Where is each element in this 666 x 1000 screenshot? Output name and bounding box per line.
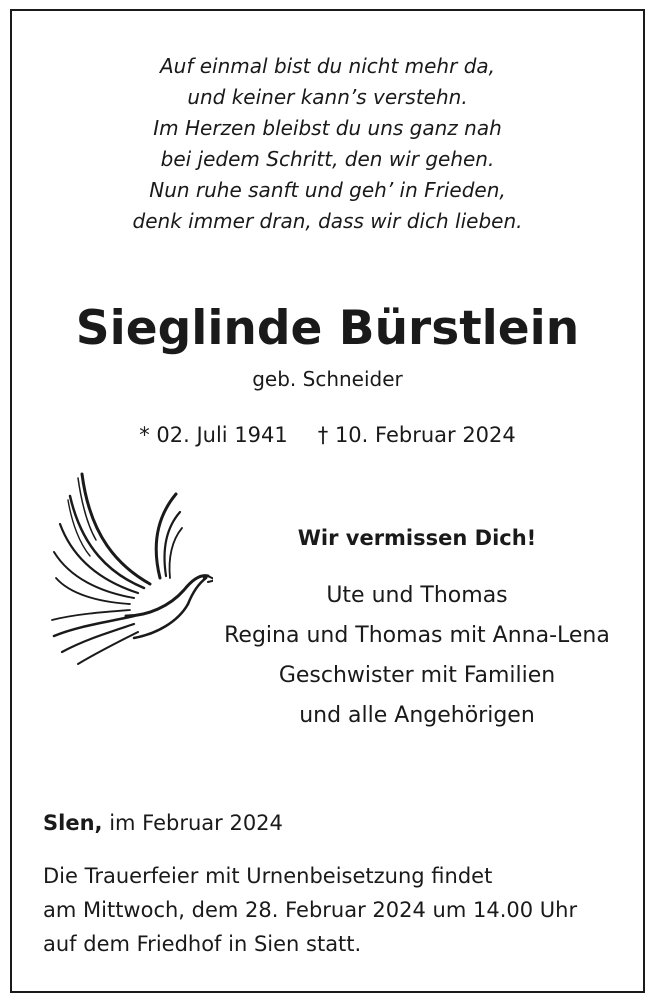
- poem-line: bei jedem Schritt, den wir gehen.: [160, 147, 495, 171]
- poem-line: Im Herzen bleibst du uns ganz nah: [153, 116, 502, 140]
- death-date: † 10. Februar 2024: [317, 423, 516, 447]
- service-line: Die Trauerfeier mit Urnenbeisetzung findet: [43, 864, 493, 888]
- poem-line: Auf einmal bist du nicht mehr da,: [160, 54, 495, 78]
- life-dates: [12, 423, 643, 447]
- poem-line: und keiner kann’s verstehn.: [187, 85, 468, 109]
- mourner-line: Regina und Thomas mit Anna-Lena: [224, 623, 610, 648]
- place-date: [43, 811, 283, 835]
- funeral-service-info: [43, 859, 633, 961]
- mourners: [202, 526, 632, 736]
- dove-icon: [38, 466, 213, 666]
- place: Slen,: [43, 811, 103, 835]
- poem-line: Nun ruhe sanft und geh’ in Frieden,: [149, 178, 506, 202]
- maiden-name: geb. Schneider: [252, 367, 403, 391]
- birth-date: * 02. Juli 1941: [139, 423, 288, 447]
- mourner-line: Geschwister mit Familien: [278, 663, 556, 688]
- date: im Februar 2024: [109, 811, 283, 835]
- poem-line: denk immer dran, dass wir dich lieben.: [132, 209, 523, 233]
- obituary-frame: [10, 9, 645, 993]
- service-line: am Mittwoch, dem 28. Februar 2024 um 14.00 Uhr: [43, 898, 578, 922]
- service-line: auf dem Friedhof in Sien statt.: [43, 932, 362, 956]
- deceased-name: Sieglinde Bürstlein: [75, 301, 580, 356]
- mourner-line: und alle Angehörigen: [299, 703, 535, 728]
- poem: [12, 51, 643, 237]
- mourner-line: Ute und Thomas: [326, 583, 508, 608]
- mourners-heading: Wir vermissen Dich!: [297, 526, 537, 550]
